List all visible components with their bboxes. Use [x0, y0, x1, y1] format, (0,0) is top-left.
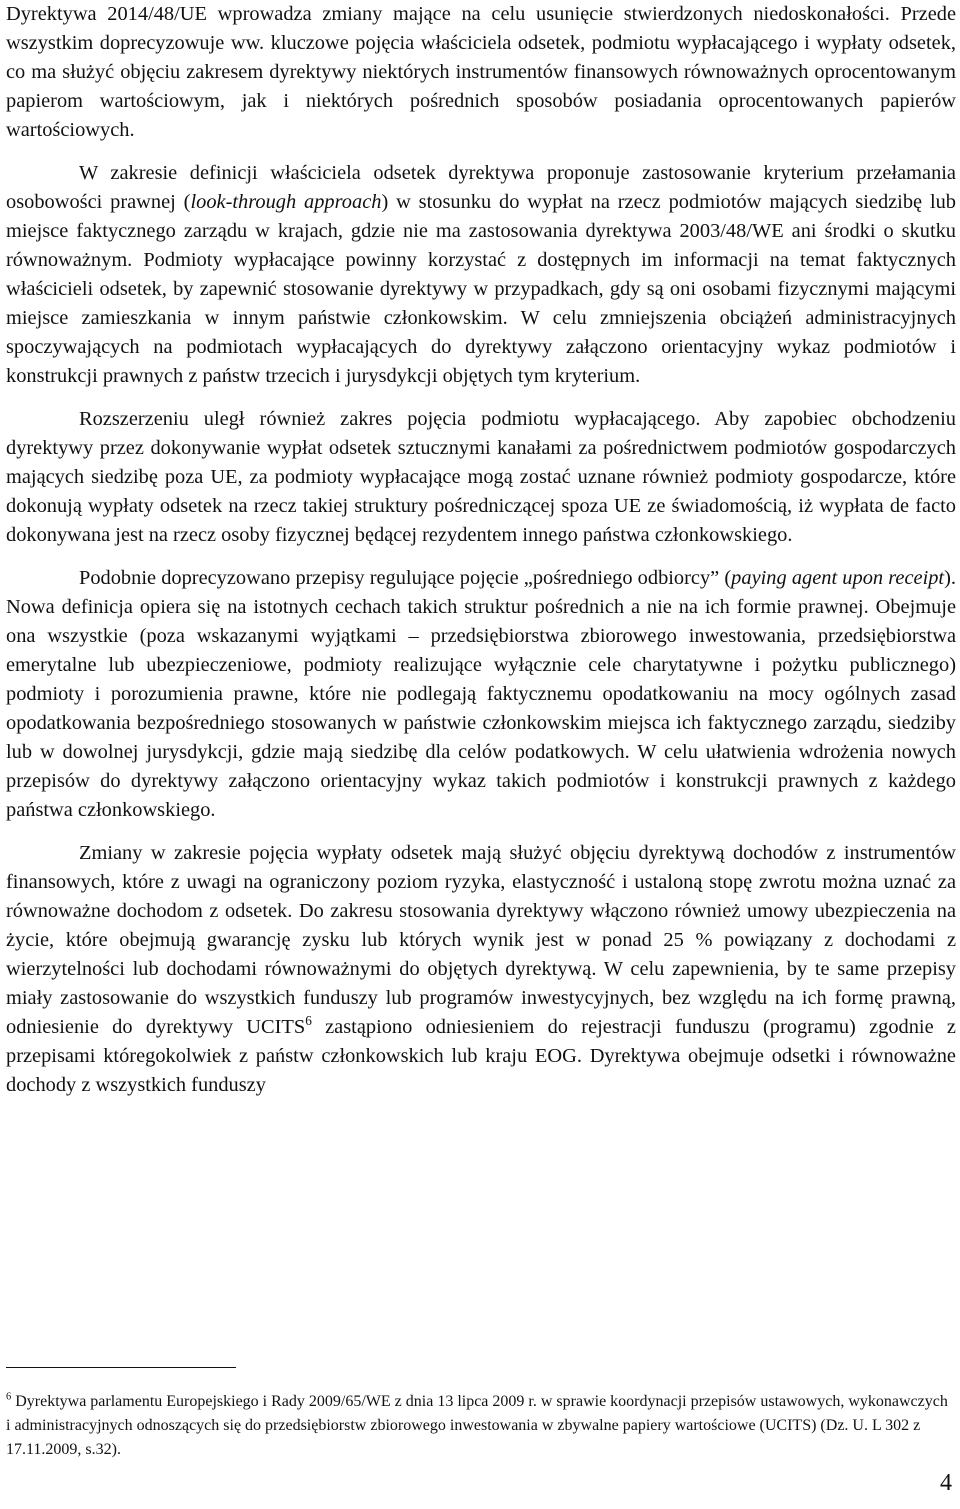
- paragraph-1-text: Dyrektywa 2014/48/UE wprowadza zmiany mające na celu usunięcie stwierdzonych niedoskonałości. Przede wszystkim doprecyzowuje ww. kluczowe pojęcia właściciela odsetek, podmiotu wypłacającego i wypłaty odsetek, co ma służyć objęciu zakresem dyrektywy niektórych instrumentów finansowych równoważnych oprocentowanym papierom wartościowym, jak i niektórych pośrednich sposobów posiadania oprocentowanych papierów wartościowych.: [6, 3, 956, 141]
- footnotes-section: [6, 1367, 956, 1462]
- paragraph-2-italic-term: look-through approach: [190, 191, 382, 213]
- paragraph-3: [6, 405, 956, 550]
- paragraph-2: [6, 159, 956, 391]
- paragraph-2-text-a: W zakresie definicji właściciela odsetek dyrektywa proponuje zastosowanie kryterium przełamania osobowości prawnej (: [6, 162, 956, 213]
- footnote-marker: 6: [6, 1391, 12, 1403]
- paragraph-4: [6, 564, 956, 825]
- paragraph-3-text: Rozszerzeniu uległ również zakres pojęcia podmiotu wypłacającego. Aby zapobiec obchodzeniu dyrektywy przez dokonywanie wypłat odsetek sztucznymi kanałami za pośrednictwem podmiotów gospodarczych mających siedzibę poza UE, za podmioty wypłacające mogą zostać uznane również podmioty gospodarcze, które dokonują wypłaty odsetek na rzecz takiej struktury pośredniczącej spoza UE ze świadomością, iż wypłata de facto dokonywana jest na rzecz osoby fizycznej będącej rezydentem innego państwa członkowskiego.: [6, 408, 956, 546]
- paragraph-4-text-b: ). Nowa definicja opiera się na istotnych cechach takich struktur pośrednich a nie na ich formie prawnej. Obejmuje ona wszystkie (poza wskazanymi wyjątkami – przedsiębiorstwa zbiorowego inwestowania, przedsiębiorstwa emerytalne lub ubezpieczeniowe, podmioty realizujące wyłącznie cele charytatywne i pożytku publicznego) podmioty i porozumienia prawne, które nie podlegają faktycznemu opodatkowaniu na mocy ogólnych zasad opodatkowania bezpośredniego stosowanych w państwie członkowskim miejsca ich faktycznego zarządu, siedziby lub w dowolnej jurysdykcji, gdzie mają siedzibę dla celów podatkowych. W celu ułatwienia wdrożenia nowych przepisów do dyrektywy załączono orientacyjny wykaz takich podmiotów i konstrukcji prawnych z każdego państwa członkowskiego.: [6, 567, 956, 821]
- paragraph-4-text-a: Podobnie doprecyzowano przepisy regulujące pojęcie „pośredniego odbiorcy” (: [79, 567, 732, 589]
- footnote-reference[interactable]: 6: [305, 1013, 312, 1029]
- page-number: 4: [940, 1470, 952, 1496]
- paragraph-1: [6, 0, 956, 145]
- paragraph-4-italic-term: paying agent upon receipt: [731, 567, 945, 589]
- footnote-text: Dyrektywa parlamentu Europejskiego i Rady 2009/65/WE z dnia 13 lipca 2009 r. w sprawie koordynacji przepisów ustawowych, wykonawczych i administracyjnych odnoszących się do przedsiębiorstw zbiorowego inwestowania w zbywalne papiery wartościowe (UCITS) (Dz. U. L 302 z 17.11.2009, s.32).: [6, 1393, 948, 1458]
- paragraph-2-text-b: ) w stosunku do wypłat na rzecz podmiotów mających siedzibę lub miejsce faktycznego zarządu w krajach, gdzie nie ma zastosowania dyrektywa 2003/48/WE ani środki o skutku równoważnym. Podmioty wypłacające powinny korzystać z dostępnych im informacji na temat faktycznych właścicieli odsetek, by zapewnić stosowanie dyrektywy w przypadkach, gdy są oni osobami fizycznymi mającymi miejsce zamieszkania w innym państwie członkowskim. W celu zmniejszenia obciążeń administracyjnych spoczywających na podmiotach wypłacających do dyrektywy załączono orientacyjny wykaz podmiotów i konstrukcji prawnych z państw trzecich i jurysdykcji objętych tym kryterium.: [6, 191, 957, 387]
- document-body: [6, 0, 956, 1100]
- paragraph-5-text-b: zastąpiono odniesieniem do rejestracji funduszu (programu) zgodnie z przepisami któregokolwiek z państw członkowskich lub kraju EOG. Dyrektywa obejmuje odsetki i równoważne dochody z wszystkich funduszy: [6, 1016, 956, 1096]
- paragraph-5: [6, 839, 956, 1100]
- footnote-6: [6, 1390, 956, 1462]
- footnote-divider: [6, 1367, 236, 1368]
- paragraph-5-text-a: Zmiany w zakresie pojęcia wypłaty odsetek mają służyć objęciu dyrektywą dochodów z instrumentów finansowych, które z uwagi na ograniczony poziom ryzyka, elastyczność i ustaloną stopę zwrotu można uznać za równoważne dochodom z odsetek. Do zakresu stosowania dyrektywy włączono również umowy ubezpieczenia na życie, które obejmują gwarancję zysku lub których wynik jest w ponad 25 % powiązany z dochodami z wierzytelności lub dochodami równoważnymi do objętych dyrektywą. W celu zapewnienia, by te same przepisy miały zastosowanie do wszystkich funduszy lub programów inwestycyjnych, bez względu na ich formę prawną, odniesienie do dyrektywy UCITS: [6, 842, 956, 1038]
